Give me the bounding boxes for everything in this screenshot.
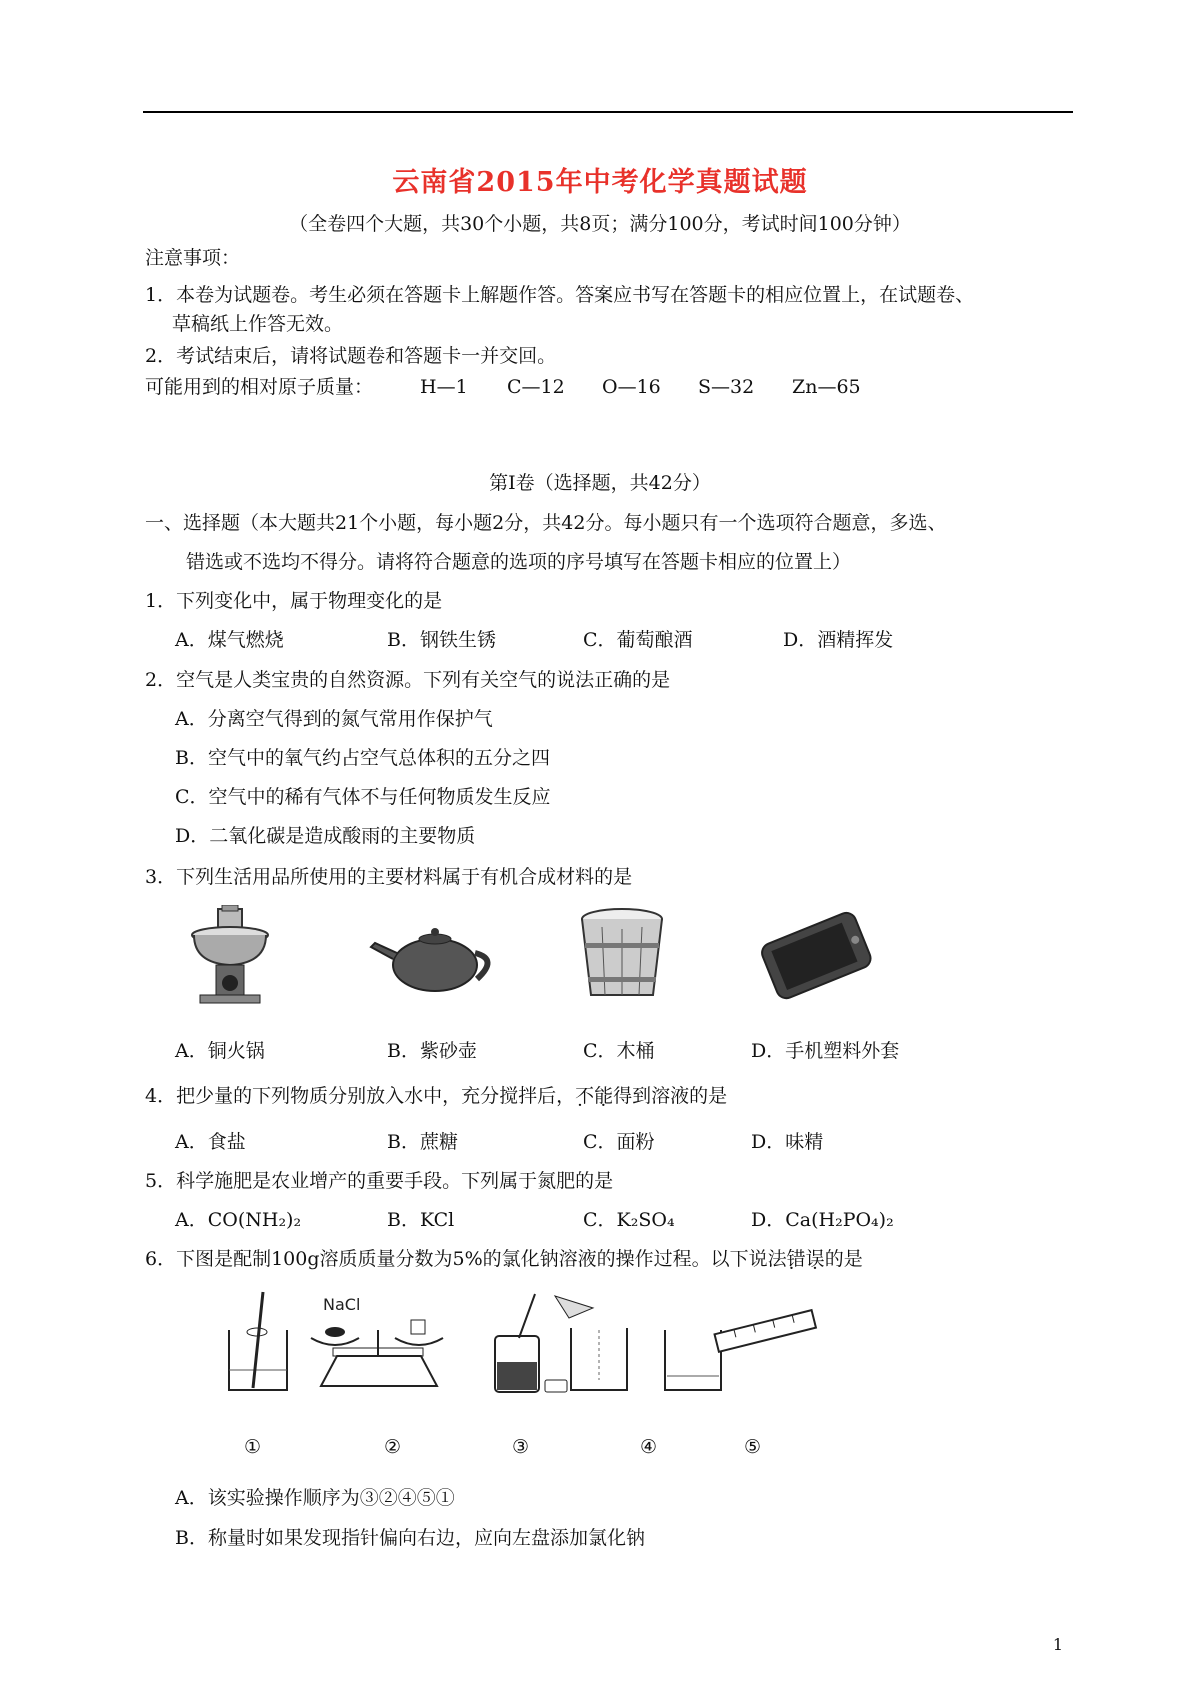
q4-option-c: C．面粉 bbox=[583, 1131, 655, 1153]
atomic-mass-o: O—16 bbox=[602, 376, 661, 398]
atomic-mass-label: 可能用到的相对原子质量： bbox=[145, 376, 374, 398]
q6-option-a: A．该实验操作顺序为③②④⑤① bbox=[175, 1487, 455, 1509]
step-label-3: ③ bbox=[512, 1436, 530, 1458]
q2-option-d: D．二氧化碳是造成酸雨的主要物质 bbox=[175, 825, 476, 847]
q1-option-d: D．酒精挥发 bbox=[783, 629, 894, 651]
q4-option-a: A．食盐 bbox=[175, 1131, 246, 1153]
step2-weigh-graphic bbox=[311, 1295, 443, 1386]
q2-option-a: A．分离空气得到的氮气常用作保护气 bbox=[175, 708, 493, 730]
atomic-mass-zn: Zn—65 bbox=[792, 376, 861, 398]
copper-hotpot-image bbox=[180, 905, 280, 1010]
q5-option-a: A．CO(NH₂)₂ bbox=[175, 1209, 302, 1231]
q5-option-b: B．KCl bbox=[387, 1209, 455, 1231]
section-intro: 一、选择题（本大题共21个小题，每小题2分，共42分。每小题只有一个选项符合题意，多选、 bbox=[145, 512, 947, 534]
solution-preparation-figure bbox=[225, 1290, 885, 1400]
atomic-mass-s: S—32 bbox=[698, 376, 755, 398]
q6-option-b: B．称量时如果发现指针偏向右边，应向左盘添加氯化钠 bbox=[175, 1527, 645, 1549]
step-label-5: ⑤ bbox=[744, 1436, 762, 1458]
q5-option-c: C．K₂SO₄ bbox=[583, 1209, 675, 1231]
q3-option-b: B．紫砂壶 bbox=[387, 1040, 477, 1062]
step1-dissolve-graphic bbox=[229, 1292, 287, 1390]
section-intro-cont: 错选或不选均不得分。请将符合题意的选项的序号填写在答题卡相应的位置上） bbox=[186, 551, 852, 573]
q1-option-a: A．煤气燃烧 bbox=[175, 629, 284, 651]
q3-option-d: D．手机塑料外套 bbox=[751, 1040, 900, 1062]
question-5-stem: 5．科学施肥是农业增产的重要手段。下列属于氮肥的是 bbox=[145, 1170, 614, 1192]
q1-option-c: C．葡萄酿酒 bbox=[583, 629, 693, 651]
exam-subtitle: （全卷四个大题，共30个小题，共8页；满分100分，考试时间100分钟） bbox=[289, 213, 911, 235]
question-2-stem: 2．空气是人类宝贵的自然资源。下列有关空气的说法正确的是 bbox=[145, 669, 671, 691]
q2-option-b: B．空气中的氧气约占空气总体积的五分之四 bbox=[175, 747, 550, 769]
nacl-label: NaCl bbox=[323, 1295, 361, 1314]
q3-option-a: A．铜火锅 bbox=[175, 1040, 265, 1062]
step5-pour-water-graphic bbox=[665, 1310, 816, 1390]
clay-teapot-image bbox=[365, 915, 505, 995]
section-heading: 第Ⅰ卷（选择题，共42分） bbox=[489, 472, 711, 494]
step4-transfer-graphic bbox=[555, 1296, 627, 1390]
step-label-2: ② bbox=[384, 1436, 402, 1458]
step3-take-solid-graphic bbox=[495, 1294, 567, 1392]
q3-option-c: C．木桶 bbox=[583, 1040, 655, 1062]
atomic-mass-c: C—12 bbox=[507, 376, 565, 398]
wooden-bucket-image bbox=[575, 905, 670, 1005]
q5-option-d: D．Ca(H₂PO₄)₂ bbox=[751, 1209, 894, 1231]
phone-case-image bbox=[758, 905, 873, 1005]
question-4-stem: 4．把少量的下列物质分别放入水中，充分搅拌后，不能 · ·得到溶液的是 bbox=[145, 1083, 727, 1109]
page-title: 云南省2015年中考化学真题试题 bbox=[392, 167, 808, 198]
header-rule bbox=[143, 111, 1073, 113]
emphasis-wrong: 错误 · · bbox=[787, 1248, 825, 1270]
q2-option-c: C．空气中的稀有气体不与任何物质发生反应 bbox=[175, 786, 551, 808]
question-3-stem: 3．下列生活用品所使用的主要材料属于有机合成材料的是 bbox=[145, 866, 633, 888]
notice-item-1: 1．本卷为试题卷。考生必须在答题卡上解题作答。答案应书写在答题卡的相应位置上，在试题卷、 bbox=[145, 284, 975, 306]
step-label-4: ④ bbox=[640, 1436, 658, 1458]
q4-option-d: D．味精 bbox=[751, 1131, 824, 1153]
atomic-mass-h: H—1 bbox=[420, 376, 468, 398]
q4-option-b: B．蔗糖 bbox=[387, 1131, 458, 1153]
notice-item-2: 2．考试结束后，请将试题卷和答题卡一并交回。 bbox=[145, 345, 557, 367]
question-1-stem: 1．下列变化中，属于物理变化的是 bbox=[145, 590, 443, 612]
q1-option-b: B．钢铁生锈 bbox=[387, 629, 496, 651]
question-6-stem: 6．下图是配制100g溶质质量分数为5%的氯化钠溶液的操作过程。以下说法错误 · ·的是 bbox=[145, 1246, 863, 1272]
page-number: 1 bbox=[1052, 1635, 1063, 1654]
notice-item-1-cont: 草稿纸上作答无效。 bbox=[172, 313, 344, 335]
step-label-1: ① bbox=[244, 1436, 262, 1458]
emphasis-not: 不能 · · bbox=[575, 1085, 613, 1107]
notice-heading: 注意事项： bbox=[145, 247, 241, 269]
